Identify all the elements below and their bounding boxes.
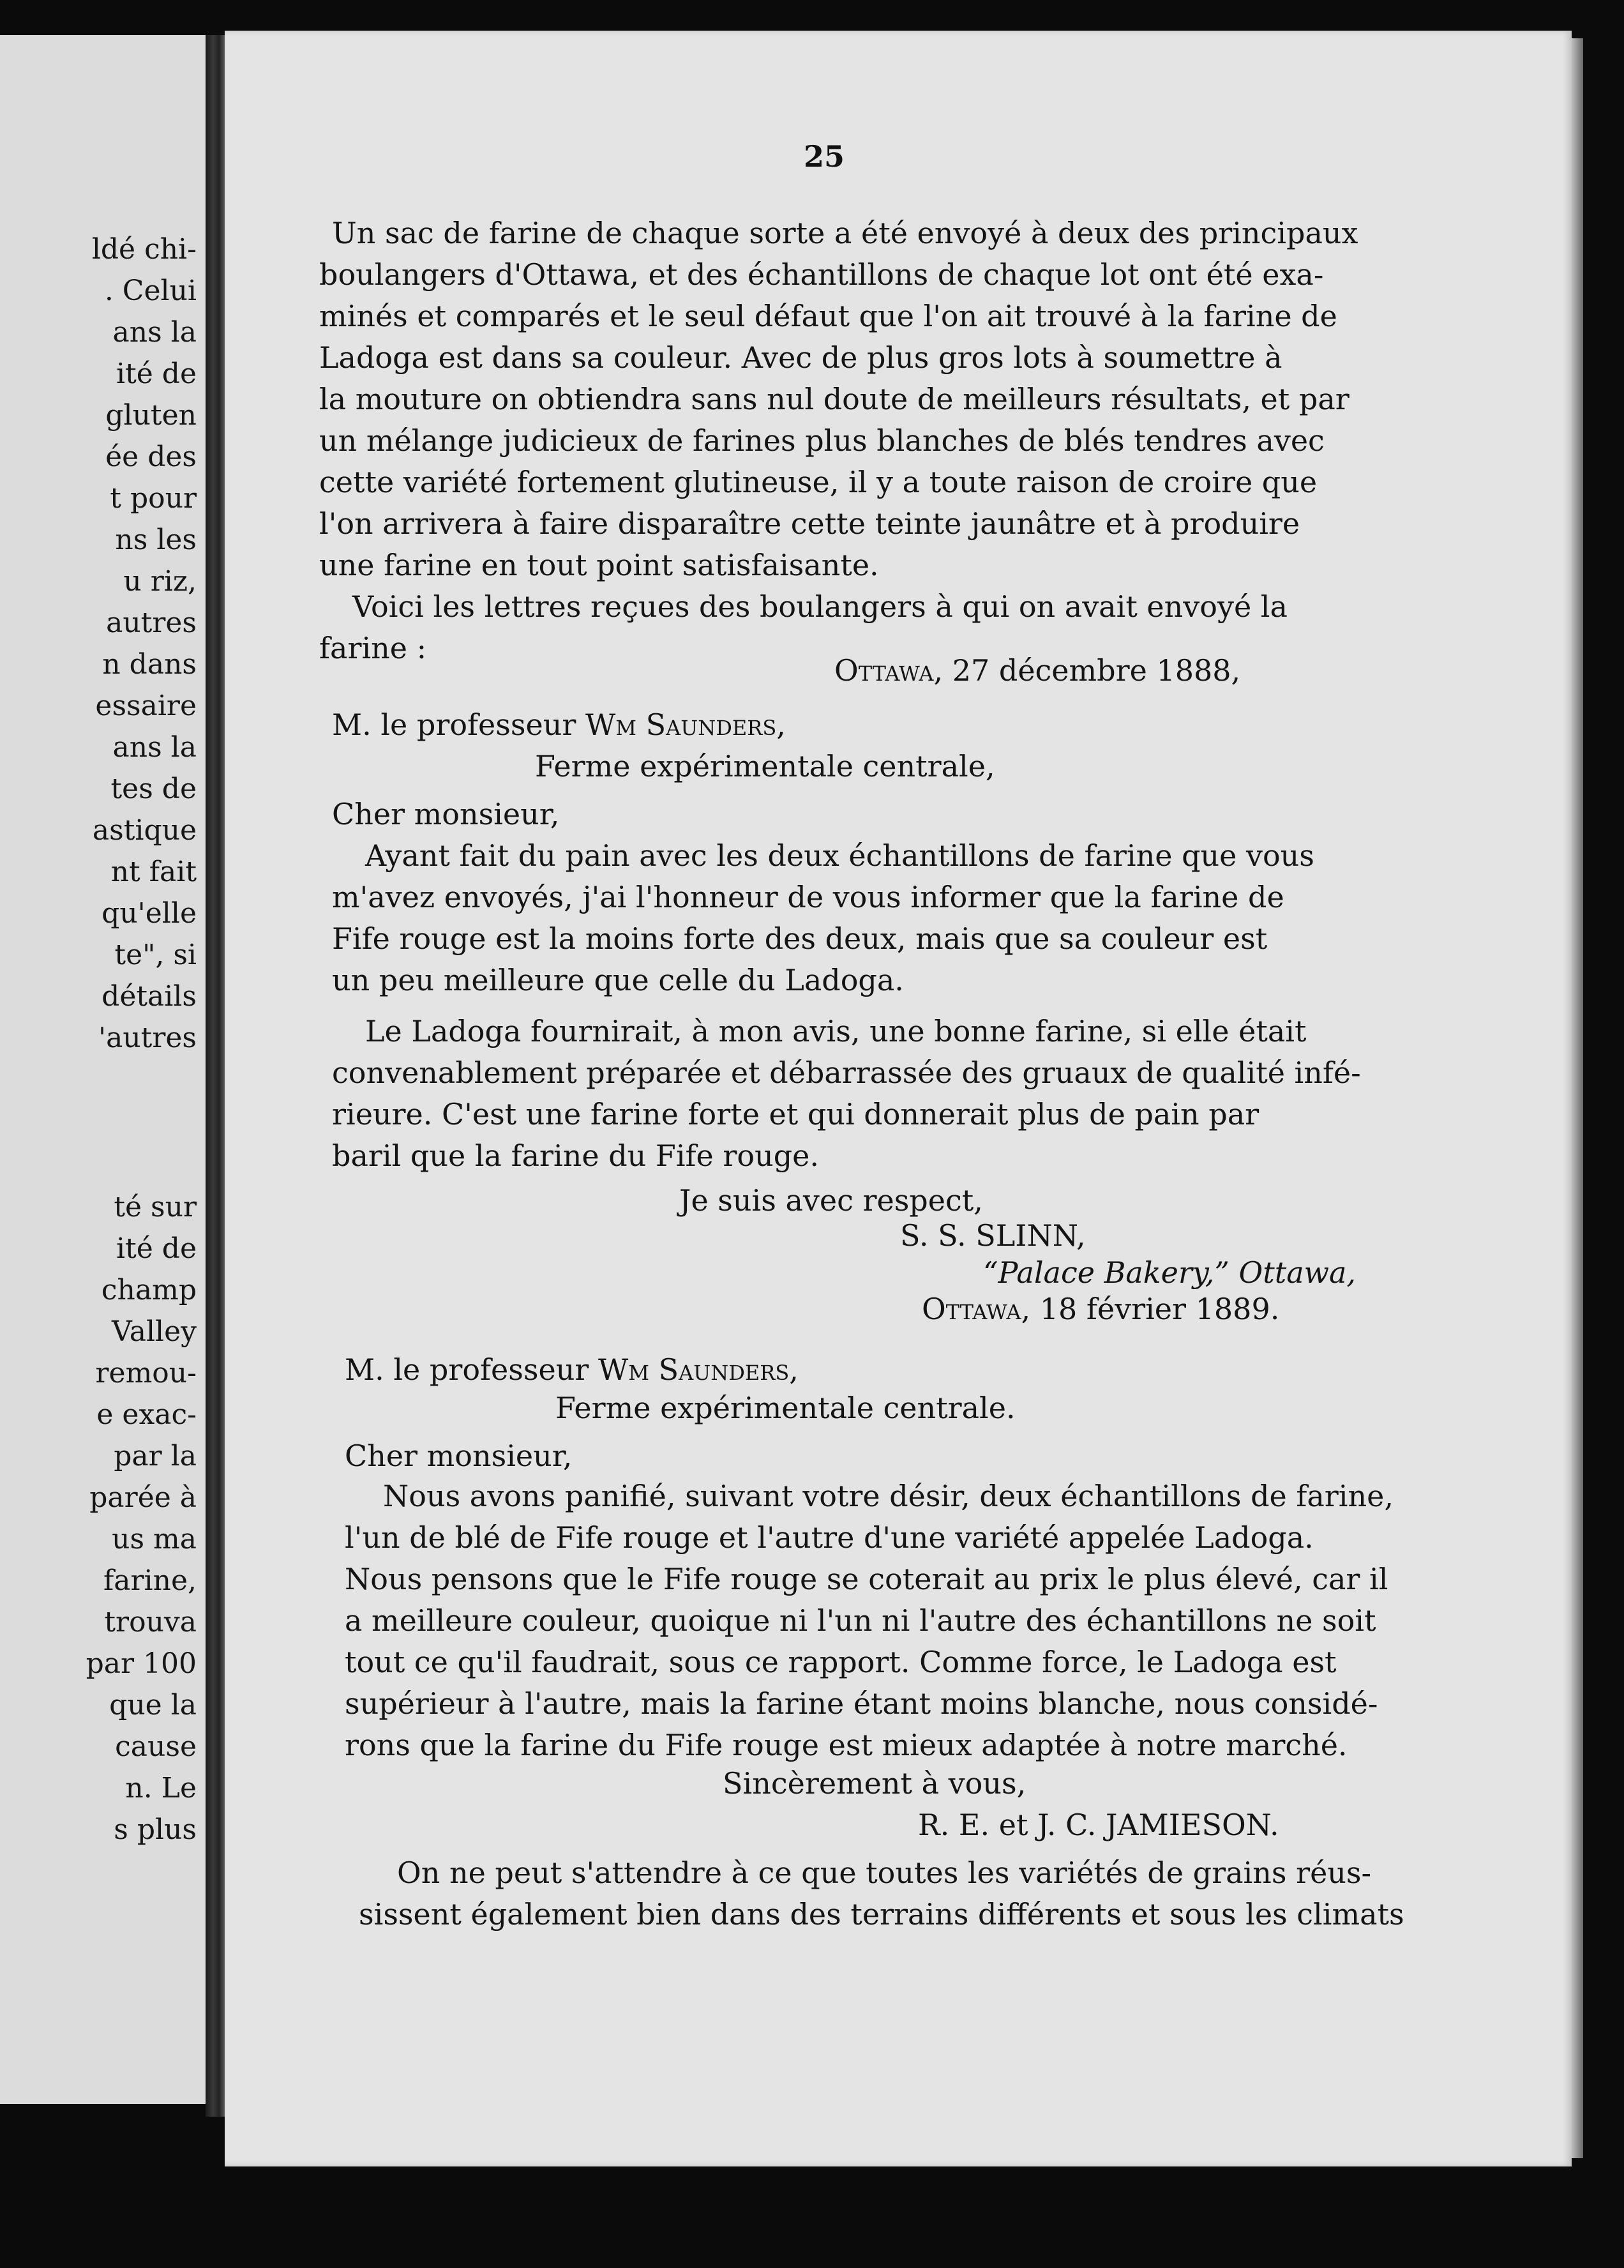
left-line: te", si — [114, 939, 197, 971]
left-line: trouva — [104, 1606, 197, 1638]
text-line: l'un de blé de Fife rouge et l'autre d'une variété appelée Ladoga. — [345, 1520, 1314, 1555]
left-line: détails — [102, 980, 197, 1013]
left-line: Valley — [111, 1315, 197, 1348]
recipient-name: Wm Saunders, — [585, 707, 786, 742]
main-page — [225, 31, 1572, 2166]
left-line: cause — [115, 1730, 197, 1763]
letter-greeting: Cher monsieur, — [332, 797, 560, 831]
text-line: convenablement préparée et débarrassée des gruaux de qualité infé- — [332, 1055, 1361, 1090]
salutation-prefix: M. le professeur — [332, 707, 585, 742]
left-line: remou- — [95, 1357, 197, 1389]
left-line: ans la — [112, 731, 197, 764]
left-line: ns les — [115, 524, 197, 556]
page-edge — [1572, 38, 1583, 2158]
left-line: ldé chi- — [91, 233, 197, 266]
text-line: cette variété fortement glutineuse, il y a toute raison de croire que — [319, 465, 1318, 499]
left-line: astique — [92, 814, 197, 847]
left-line: té sur — [114, 1191, 197, 1223]
text-line: supérieur à l'autre, mais la farine étant moins blanche, nous considé- — [345, 1686, 1378, 1721]
text-line: Voici les lettres reçues des boulangers à qui on avait envoyé la — [352, 589, 1288, 624]
text-line: Un sac de farine de chaque sorte a été envoyé à deux des principaux — [332, 216, 1358, 250]
left-line: us ma — [112, 1523, 197, 1555]
left-line: . Celui — [104, 275, 197, 307]
left-line: 'autres — [98, 1022, 197, 1054]
letter-dateline — [922, 1292, 1279, 1326]
left-line: qu'elle — [102, 897, 197, 930]
text-line: Ayant fait du pain avec les deux échantillons de farine que vous — [365, 838, 1314, 873]
left-line: champ — [101, 1274, 197, 1306]
left-line: u riz, — [123, 565, 197, 598]
salutation-prefix: M. le professeur — [345, 1352, 598, 1387]
left-line: tes de — [110, 773, 197, 805]
letter-date: , 18 février 1889. — [1021, 1292, 1280, 1326]
left-line: n. Le — [125, 1772, 197, 1804]
left-line: ité de — [116, 1232, 197, 1265]
left-line: nt fait — [110, 856, 197, 888]
letter-greeting: Cher monsieur, — [345, 1439, 573, 1473]
letter-closing: Je suis avec respect, — [679, 1183, 983, 1218]
left-page-fragment — [0, 35, 206, 2104]
left-line: s plus — [114, 1813, 197, 1846]
text-line: un peu meilleure que celle du Ladoga. — [332, 963, 904, 997]
left-line: e exac- — [96, 1398, 197, 1431]
text-line: la mouture on obtiendra sans nul doute de meilleurs résultats, et par — [319, 382, 1350, 416]
left-line: que la — [109, 1689, 197, 1721]
left-line: par la — [114, 1440, 197, 1472]
text-line: a meilleure couleur, quoique ni l'un ni l'autre des échantillons ne soit — [345, 1603, 1376, 1638]
letter-place: Ottawa — [834, 653, 934, 688]
left-line: farine, — [103, 1564, 197, 1597]
letter-salutation — [332, 707, 786, 742]
letter-closing: Sincèrement à vous, — [723, 1766, 1026, 1801]
letter-institution: Ferme expérimentale centrale. — [555, 1391, 1016, 1425]
left-line: ée des — [105, 441, 197, 473]
text-line: un mélange judicieux de farines plus blanches de blés tendres avec — [319, 423, 1325, 458]
page-number: 25 — [804, 139, 845, 174]
letter-place: Ottawa — [922, 1292, 1021, 1326]
left-line: parée à — [89, 1481, 197, 1514]
text-line: Nous avons panifié, suivant votre désir, deux échantillons de farine, — [383, 1479, 1394, 1513]
text-line: Fife rouge est la moins forte des deux, mais que sa couleur est — [332, 921, 1268, 956]
text-line: rons que la farine du Fife rouge est mieux adaptée à notre marché. — [345, 1728, 1348, 1762]
left-line: ité de — [116, 358, 197, 390]
text-line: l'on arrivera à faire disparaître cette teinte jaunâtre et à produire — [319, 506, 1300, 541]
letter-date: , 27 décembre 1888, — [933, 653, 1241, 688]
text-line: tout ce qu'il faudrait, sous ce rapport. Comme force, le Ladoga est — [345, 1645, 1337, 1679]
text-line: sissent également bien dans des terrains différents et sous les climats — [359, 1897, 1404, 1932]
text-line: Nous pensons que le Fife rouge se coterait au prix le plus élevé, car il — [345, 1562, 1388, 1596]
text-line: Le Ladoga fournirait, à mon avis, une bonne farine, si elle était — [365, 1014, 1307, 1048]
recipient-name: Wm Saunders, — [598, 1352, 799, 1387]
left-line: par 100 — [86, 1647, 197, 1680]
text-line: minés et comparés et le seul défaut que l'on ait trouvé à la farine de — [319, 299, 1337, 333]
letter-signature: R. E. et J. C. JAMIESON. — [918, 1808, 1279, 1842]
text-line: m'avez envoyés, j'ai l'honneur de vous informer que la farine de — [332, 880, 1284, 914]
letter-signature: S. S. SLINN, — [900, 1218, 1086, 1253]
left-line: t pour — [110, 482, 197, 515]
left-line: gluten — [105, 399, 197, 432]
left-line: autres — [106, 607, 197, 639]
book-gutter — [206, 35, 225, 2117]
text-line: boulangers d'Ottawa, et des échantillons de chaque lot ont été exa- — [319, 257, 1324, 292]
left-line: essaire — [95, 690, 197, 722]
left-line: ans la — [112, 316, 197, 349]
letter-dateline — [834, 653, 1240, 688]
text-line: rieure. C'est une farine forte et qui donnerait plus de pain par — [332, 1097, 1259, 1131]
letter-salutation — [345, 1352, 799, 1387]
left-line: n dans — [102, 648, 197, 681]
text-line: On ne peut s'attendre à ce que toutes les variétés de grains réus- — [397, 1856, 1372, 1890]
text-line: farine : — [319, 631, 427, 665]
letter-institution: Ferme expérimentale centrale, — [535, 749, 995, 783]
text-line: une farine en tout point satisfaisante. — [319, 548, 879, 582]
text-line: Ladoga est dans sa couleur. Avec de plus gros lots à soumettre à — [319, 340, 1282, 375]
text-line: baril que la farine du Fife rouge. — [332, 1138, 819, 1173]
letter-signature-place: “Palace Bakery,” Ottawa, — [983, 1255, 1357, 1290]
